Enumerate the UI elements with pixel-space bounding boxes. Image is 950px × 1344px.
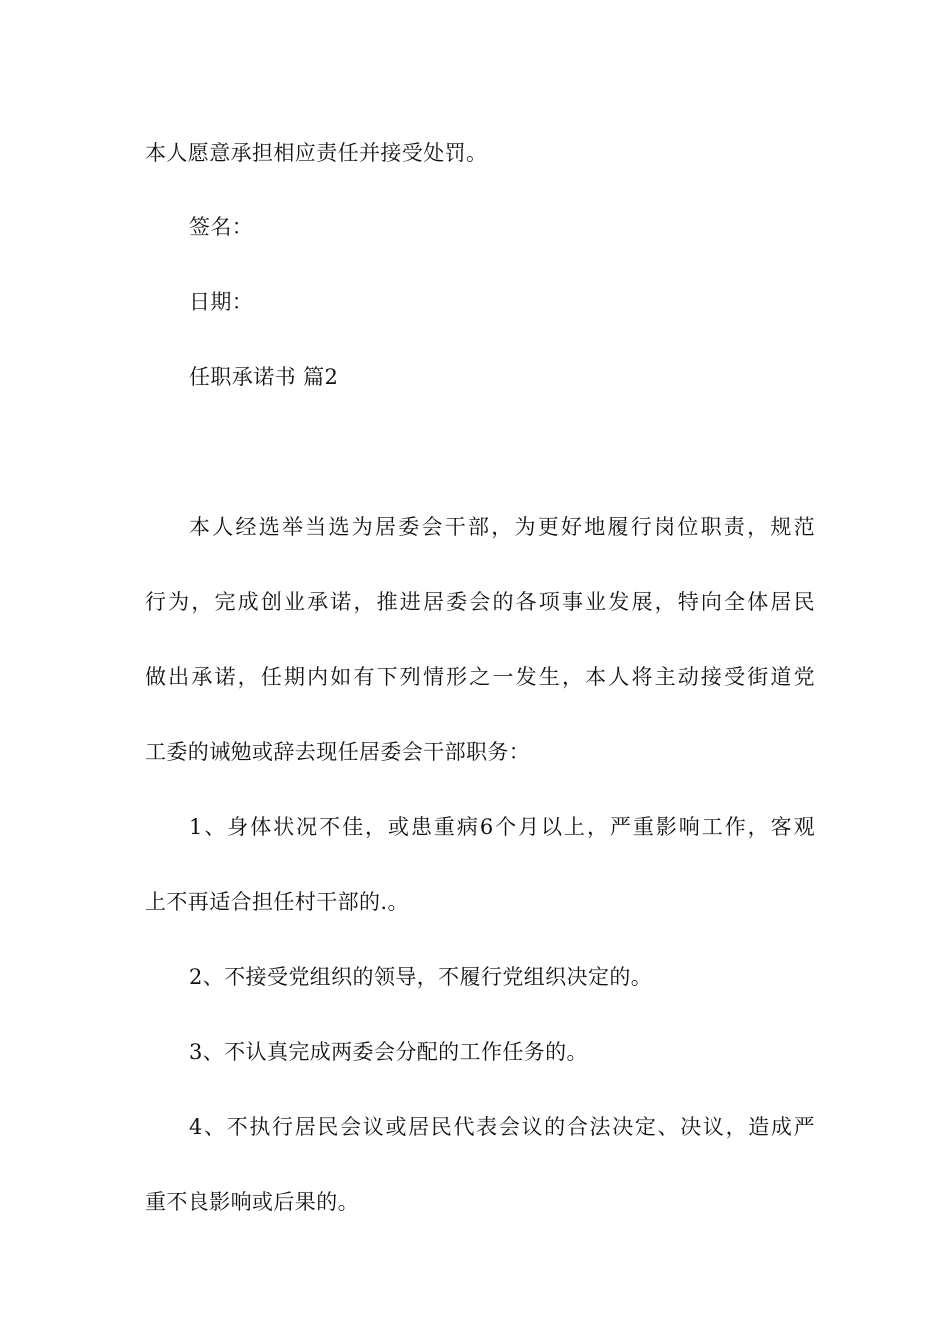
list-item-4-line: 重不良影响或后果的。 (145, 1190, 359, 1214)
paragraph-line: 行为，完成创业承诺，推进居委会的各项事业发展，特向全体居民 (145, 590, 815, 614)
paragraph-line: 本人经选举当选为居委会干部，为更好地履行岗位职责，规范 (189, 515, 815, 539)
list-item-1-line: 上不再适合担任村干部的.。 (145, 890, 409, 914)
date-label: 日期： (189, 290, 254, 314)
paragraph-line: 工委的诫勉或辞去现任居委会干部职务： (145, 740, 531, 764)
list-item-3: 3、不认真完成两委会分配的工作任务的。 (189, 1040, 588, 1064)
paragraph-line: 做出承诺，任期内如有下列情形之一发生，本人将主动接受街道党 (145, 665, 815, 689)
list-item-1-line: 1、身体状况不佳，或患重病6个月以上，严重影响工作，客观 (189, 815, 815, 839)
signature-label: 签名： (189, 215, 254, 239)
section-heading: 任职承诺书 篇2 (189, 365, 339, 389)
paragraph-closing-line: 本人愿意承担相应责任并接受处罚。 (145, 141, 488, 165)
list-item-4-line: 4、不执行居民会议或居民代表会议的合法决定、决议，造成严 (189, 1115, 815, 1139)
list-item-2: 2、不接受党组织的领导，不履行党组织决定的。 (189, 965, 653, 989)
